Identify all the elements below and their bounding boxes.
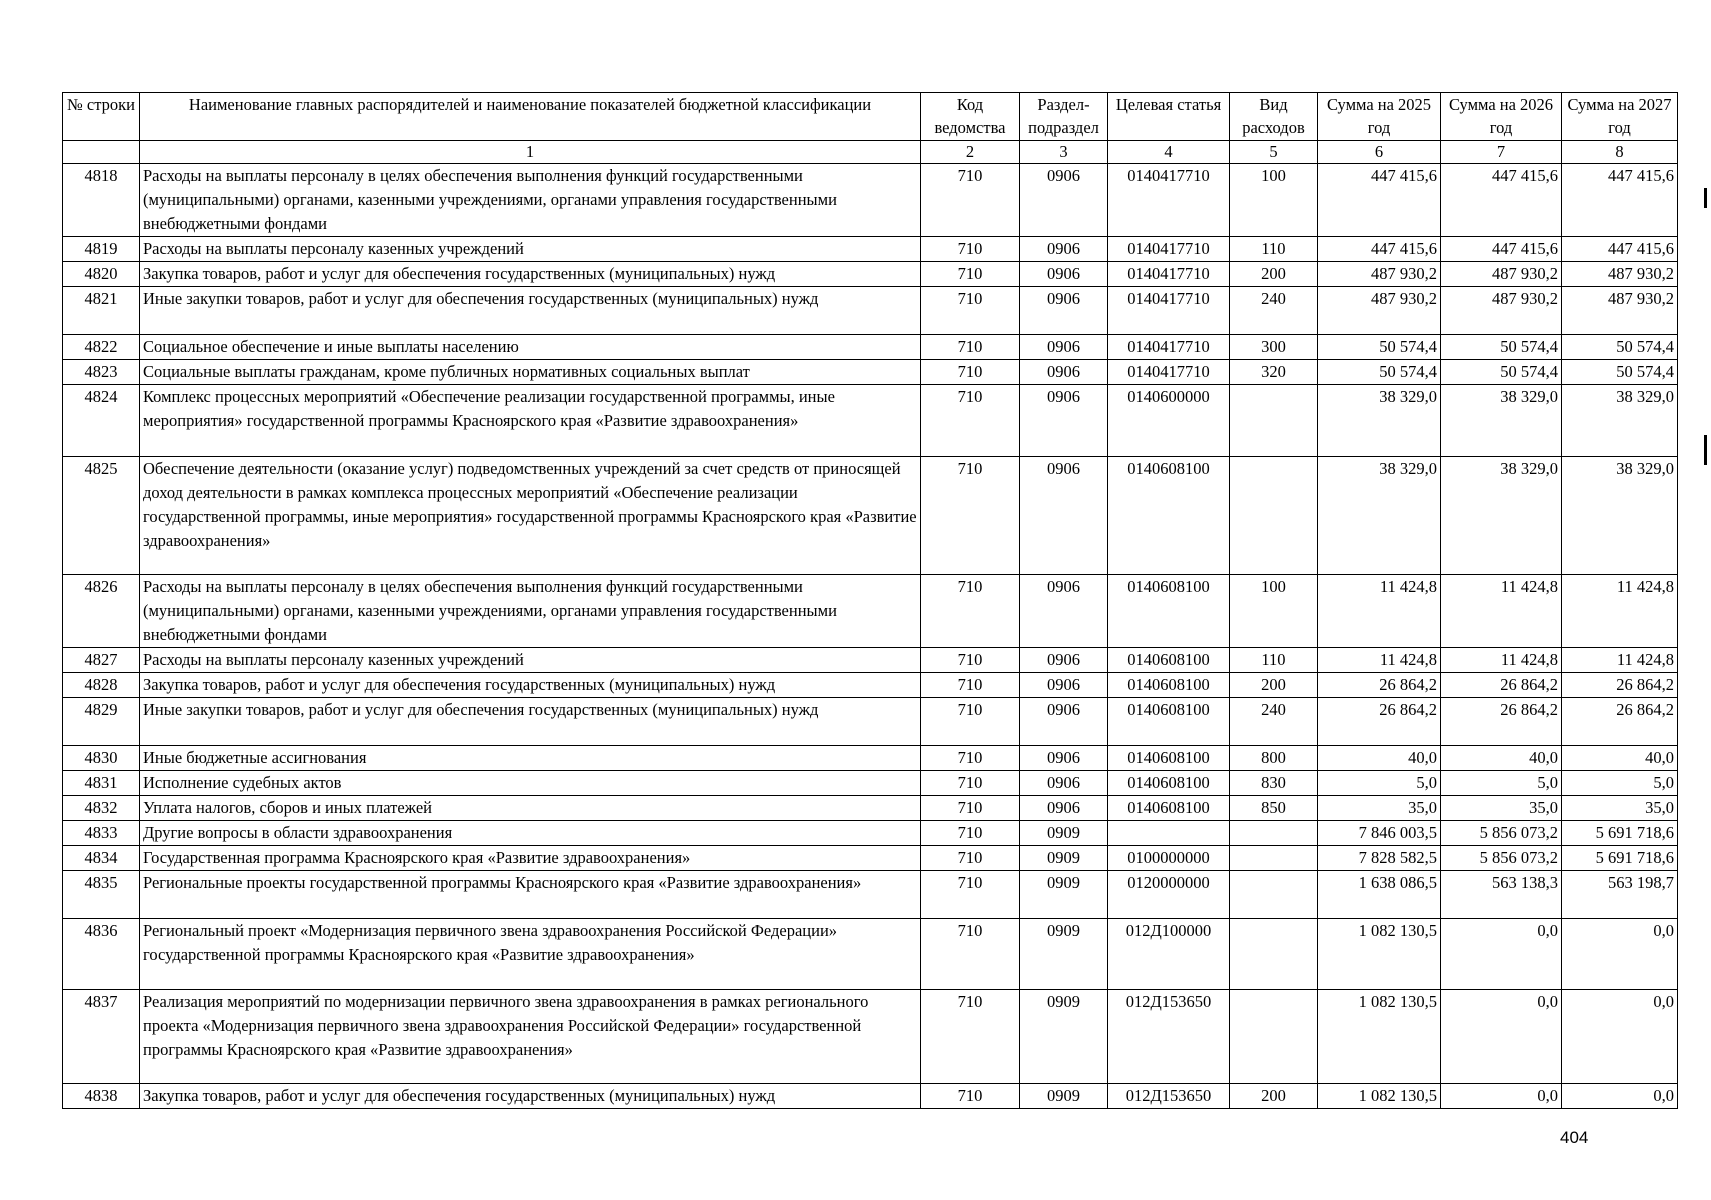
table-row [63,871,1678,919]
row-section: 0909 [1020,821,1108,846]
column-number: 8 [1562,141,1678,164]
header-sum-2025: Сумма на 2025 год [1318,93,1441,141]
table-row [63,237,1678,262]
row-number: 4825 [63,457,140,575]
row-section: 0906 [1020,698,1108,746]
row-number: 4838 [63,1084,140,1109]
row-sum-2025: 447 415,6 [1318,237,1441,262]
row-sum-2027: 38 329,0 [1562,457,1678,575]
row-dept-code: 710 [921,698,1020,746]
row-section: 0906 [1020,262,1108,287]
header-row [63,93,1678,141]
header-target-article: Целевая статья [1108,93,1230,141]
row-target-article: 0140608100 [1108,648,1230,673]
row-number: 4837 [63,990,140,1084]
row-section: 0909 [1020,846,1108,871]
page-number: 404 [1560,1128,1589,1147]
row-sum-2025: 26 864,2 [1318,698,1441,746]
row-number: 4827 [63,648,140,673]
table-row [63,648,1678,673]
table-row [63,771,1678,796]
row-section: 0906 [1020,746,1108,771]
row-target-article: 0140608100 [1108,575,1230,648]
row-dept-code: 710 [921,360,1020,385]
row-sum-2025: 5,0 [1318,771,1441,796]
row-sum-2026: 0,0 [1441,990,1562,1084]
row-expense-type: 320 [1230,360,1318,385]
row-sum-2027: 11 424,8 [1562,575,1678,648]
row-number: 4833 [63,821,140,846]
table-row [63,698,1678,746]
row-number: 4820 [63,262,140,287]
row-sum-2026: 563 138,3 [1441,871,1562,919]
row-expense-type [1230,871,1318,919]
column-number: 1 [140,141,921,164]
row-expense-type [1230,919,1318,990]
row-dept-code: 710 [921,385,1020,457]
row-section: 0906 [1020,648,1108,673]
row-sum-2026: 40,0 [1441,746,1562,771]
row-name: Иные закупки товаров, работ и услуг для обеспечения государственных (муниципальных) нужд [140,698,921,746]
row-expense-type: 110 [1230,237,1318,262]
table-row [63,990,1678,1084]
row-sum-2026: 447 415,6 [1441,164,1562,237]
row-dept-code: 710 [921,846,1020,871]
row-dept-code: 710 [921,575,1020,648]
row-expense-type: 200 [1230,1084,1318,1109]
row-name: Закупка товаров, работ и услуг для обеспечения государственных (муниципальных) нужд [140,262,921,287]
row-target-article: 0140608100 [1108,457,1230,575]
row-target-article: 0140417710 [1108,164,1230,237]
scan-edge-mark [1704,435,1707,465]
row-sum-2027: 40,0 [1562,746,1678,771]
row-section: 0906 [1020,457,1108,575]
row-name: Закупка товаров, работ и услуг для обеспечения государственных (муниципальных) нужд [140,673,921,698]
table-row [63,575,1678,648]
row-section: 0906 [1020,360,1108,385]
row-sum-2027: 35,0 [1562,796,1678,821]
header-section: Раздел-подраздел [1020,93,1108,141]
row-sum-2025: 50 574,4 [1318,360,1441,385]
table-row [63,746,1678,771]
row-number: 4834 [63,846,140,871]
row-target-article: 0140608100 [1108,698,1230,746]
row-dept-code: 710 [921,821,1020,846]
column-number: 2 [921,141,1020,164]
row-name: Исполнение судебных актов [140,771,921,796]
row-number: 4835 [63,871,140,919]
row-dept-code: 710 [921,457,1020,575]
row-name: Закупка товаров, работ и услуг для обеспечения государственных (муниципальных) нужд [140,1084,921,1109]
row-name: Социальное обеспечение и иные выплаты населению [140,335,921,360]
row-sum-2025: 1 082 130,5 [1318,990,1441,1084]
row-name: Расходы на выплаты персоналу в целях обеспечения выполнения функций государственными (муниципальными) органами, казенными учреждениями, органами управления государственными внебюджетными фондами [140,575,921,648]
row-expense-type: 830 [1230,771,1318,796]
row-dept-code: 710 [921,990,1020,1084]
row-expense-type: 240 [1230,698,1318,746]
row-dept-code: 710 [921,871,1020,919]
header-dept-code: Код ведомства [921,93,1020,141]
row-sum-2027: 487 930,2 [1562,287,1678,335]
row-sum-2026: 35,0 [1441,796,1562,821]
row-sum-2027: 0,0 [1562,990,1678,1084]
row-sum-2025: 38 329,0 [1318,385,1441,457]
column-number: 4 [1108,141,1230,164]
row-sum-2026: 0,0 [1441,1084,1562,1109]
row-target-article: 0140600000 [1108,385,1230,457]
row-sum-2026: 38 329,0 [1441,385,1562,457]
row-expense-type: 240 [1230,287,1318,335]
row-dept-code: 710 [921,262,1020,287]
header-sum-2027: Сумма на 2027 год [1562,93,1678,141]
row-sum-2025: 1 082 130,5 [1318,1084,1441,1109]
row-sum-2025: 11 424,8 [1318,575,1441,648]
row-section: 0906 [1020,673,1108,698]
table-row [63,385,1678,457]
row-section: 0909 [1020,871,1108,919]
row-name: Государственная программа Красноярского края «Развитие здравоохранения» [140,846,921,871]
row-section: 0906 [1020,335,1108,360]
row-number: 4822 [63,335,140,360]
row-target-article: 0140608100 [1108,673,1230,698]
row-section: 0906 [1020,796,1108,821]
row-name: Социальные выплаты гражданам, кроме публичных нормативных социальных выплат [140,360,921,385]
row-expense-type: 300 [1230,335,1318,360]
row-sum-2025: 40,0 [1318,746,1441,771]
row-sum-2027: 487 930,2 [1562,262,1678,287]
row-section: 0909 [1020,919,1108,990]
table-row [63,457,1678,575]
row-expense-type: 850 [1230,796,1318,821]
row-sum-2025: 447 415,6 [1318,164,1441,237]
column-number: 6 [1318,141,1441,164]
row-sum-2027: 5 691 718,6 [1562,846,1678,871]
row-sum-2025: 11 424,8 [1318,648,1441,673]
row-name: Уплата налогов, сборов и иных платежей [140,796,921,821]
row-number: 4819 [63,237,140,262]
row-sum-2027: 11 424,8 [1562,648,1678,673]
table-row [63,673,1678,698]
row-expense-type [1230,821,1318,846]
table-row [63,846,1678,871]
row-sum-2027: 50 574,4 [1562,360,1678,385]
row-section: 0906 [1020,164,1108,237]
header-name: Наименование главных распорядителей и наименование показателей бюджетной классификации [140,93,921,141]
row-expense-type: 110 [1230,648,1318,673]
table-row [63,164,1678,237]
row-name: Иные бюджетные ассигнования [140,746,921,771]
row-sum-2027: 38 329,0 [1562,385,1678,457]
row-sum-2025: 7 828 582,5 [1318,846,1441,871]
row-sum-2025: 26 864,2 [1318,673,1441,698]
row-target-article: 0140417710 [1108,335,1230,360]
row-sum-2025: 1 082 130,5 [1318,919,1441,990]
row-sum-2025: 50 574,4 [1318,335,1441,360]
row-number: 4824 [63,385,140,457]
row-target-article: 0140608100 [1108,746,1230,771]
row-target-article: 0140417710 [1108,237,1230,262]
row-target-article: 012Д100000 [1108,919,1230,990]
row-section: 0909 [1020,1084,1108,1109]
row-number: 4818 [63,164,140,237]
row-dept-code: 710 [921,164,1020,237]
row-sum-2026: 0,0 [1441,919,1562,990]
row-sum-2027: 563 198,7 [1562,871,1678,919]
row-sum-2027: 26 864,2 [1562,698,1678,746]
header-sum-2026: Сумма на 2026 год [1441,93,1562,141]
row-expense-type [1230,385,1318,457]
row-sum-2026: 50 574,4 [1441,335,1562,360]
row-sum-2026: 5,0 [1441,771,1562,796]
row-target-article: 0100000000 [1108,846,1230,871]
row-dept-code: 710 [921,771,1020,796]
row-expense-type [1230,846,1318,871]
row-sum-2026: 487 930,2 [1441,287,1562,335]
row-dept-code: 710 [921,1084,1020,1109]
row-target-article: 012Д153650 [1108,990,1230,1084]
row-expense-type: 200 [1230,673,1318,698]
row-dept-code: 710 [921,335,1020,360]
row-expense-type [1230,990,1318,1084]
row-target-article: 0140417710 [1108,360,1230,385]
row-expense-type: 100 [1230,575,1318,648]
row-name: Расходы на выплаты персоналу казенных учреждений [140,237,921,262]
row-target-article [1108,821,1230,846]
row-target-article: 0140608100 [1108,796,1230,821]
row-sum-2025: 38 329,0 [1318,457,1441,575]
table-row [63,796,1678,821]
row-section: 0906 [1020,771,1108,796]
row-number: 4821 [63,287,140,335]
row-sum-2027: 0,0 [1562,1084,1678,1109]
row-name: Расходы на выплаты персоналу в целях обеспечения выполнения функций государственными (муниципальными) органами, казенными учреждениями, органами управления государственными внебюджетными фондами [140,164,921,237]
row-section: 0906 [1020,237,1108,262]
row-name: Региональный проект «Модернизация первичного звена здравоохранения Российской Федерации» государственной программы Красноярского края «Развитие здравоохранения» [140,919,921,990]
row-target-article: 0120000000 [1108,871,1230,919]
row-sum-2026: 447 415,6 [1441,237,1562,262]
row-sum-2025: 7 846 003,5 [1318,821,1441,846]
table-row [63,360,1678,385]
row-target-article: 0140608100 [1108,771,1230,796]
row-dept-code: 710 [921,919,1020,990]
table-row [63,262,1678,287]
header-expense-type: Вид расходов [1230,93,1318,141]
row-target-article: 012Д153650 [1108,1084,1230,1109]
row-sum-2025: 35,0 [1318,796,1441,821]
column-number: 3 [1020,141,1108,164]
column-number-empty [63,141,140,164]
table-row [63,919,1678,990]
row-number: 4836 [63,919,140,990]
row-number: 4828 [63,673,140,698]
row-sum-2027: 5,0 [1562,771,1678,796]
row-name: Другие вопросы в области здравоохранения [140,821,921,846]
table-row [63,821,1678,846]
row-sum-2026: 11 424,8 [1441,575,1562,648]
column-number-row [63,141,1678,164]
row-sum-2026: 5 856 073,2 [1441,846,1562,871]
row-dept-code: 710 [921,287,1020,335]
row-dept-code: 710 [921,237,1020,262]
row-section: 0906 [1020,385,1108,457]
budget-table [62,92,1678,1109]
row-number: 4829 [63,698,140,746]
row-section: 0906 [1020,575,1108,648]
row-target-article: 0140417710 [1108,262,1230,287]
row-sum-2026: 38 329,0 [1441,457,1562,575]
row-number: 4832 [63,796,140,821]
row-expense-type: 800 [1230,746,1318,771]
table-row [63,335,1678,360]
row-sum-2027: 5 691 718,6 [1562,821,1678,846]
row-name: Обеспечение деятельности (оказание услуг) подведомственных учреждений за счет средств от приносящей доход деятельности в рамках комплекса процессных мероприятий «Обеспечение реализации государственной программы, иные мероприятия» государственной программы Красноярского края «Развитие здравоохранения» [140,457,921,575]
row-target-article: 0140417710 [1108,287,1230,335]
row-sum-2025: 1 638 086,5 [1318,871,1441,919]
table-row [63,1084,1678,1109]
row-number: 4831 [63,771,140,796]
row-sum-2027: 447 415,6 [1562,237,1678,262]
scan-edge-mark [1704,188,1707,208]
column-number: 7 [1441,141,1562,164]
row-sum-2026: 50 574,4 [1441,360,1562,385]
row-number: 4826 [63,575,140,648]
row-name: Региональные проекты государственной программы Красноярского края «Развитие здравоохранения» [140,871,921,919]
row-name: Реализация мероприятий по модернизации первичного звена здравоохранения в рамках регионального проекта «Модернизация первичного звена здравоохранения Российской Федерации» государственной программы Красноярского края «Развитие здравоохранения» [140,990,921,1084]
row-sum-2026: 11 424,8 [1441,648,1562,673]
column-number: 5 [1230,141,1318,164]
row-sum-2026: 26 864,2 [1441,673,1562,698]
row-dept-code: 710 [921,673,1020,698]
row-sum-2026: 487 930,2 [1441,262,1562,287]
row-sum-2025: 487 930,2 [1318,262,1441,287]
row-sum-2025: 487 930,2 [1318,287,1441,335]
row-sum-2027: 0,0 [1562,919,1678,990]
header-row-number: № строки [63,93,140,141]
row-name: Расходы на выплаты персоналу казенных учреждений [140,648,921,673]
row-name: Комплекс процессных мероприятий «Обеспечение реализации государственной программы, иные мероприятия» государственной программы Красноярского края «Развитие здравоохранения» [140,385,921,457]
row-number: 4830 [63,746,140,771]
row-dept-code: 710 [921,796,1020,821]
row-dept-code: 710 [921,746,1020,771]
row-expense-type: 100 [1230,164,1318,237]
row-sum-2027: 447 415,6 [1562,164,1678,237]
row-sum-2027: 50 574,4 [1562,335,1678,360]
table-row [63,287,1678,335]
row-sum-2026: 26 864,2 [1441,698,1562,746]
row-sum-2027: 26 864,2 [1562,673,1678,698]
row-section: 0909 [1020,990,1108,1084]
row-expense-type [1230,457,1318,575]
row-expense-type: 200 [1230,262,1318,287]
row-dept-code: 710 [921,648,1020,673]
row-sum-2026: 5 856 073,2 [1441,821,1562,846]
row-section: 0906 [1020,287,1108,335]
row-name: Иные закупки товаров, работ и услуг для обеспечения государственных (муниципальных) нужд [140,287,921,335]
row-number: 4823 [63,360,140,385]
